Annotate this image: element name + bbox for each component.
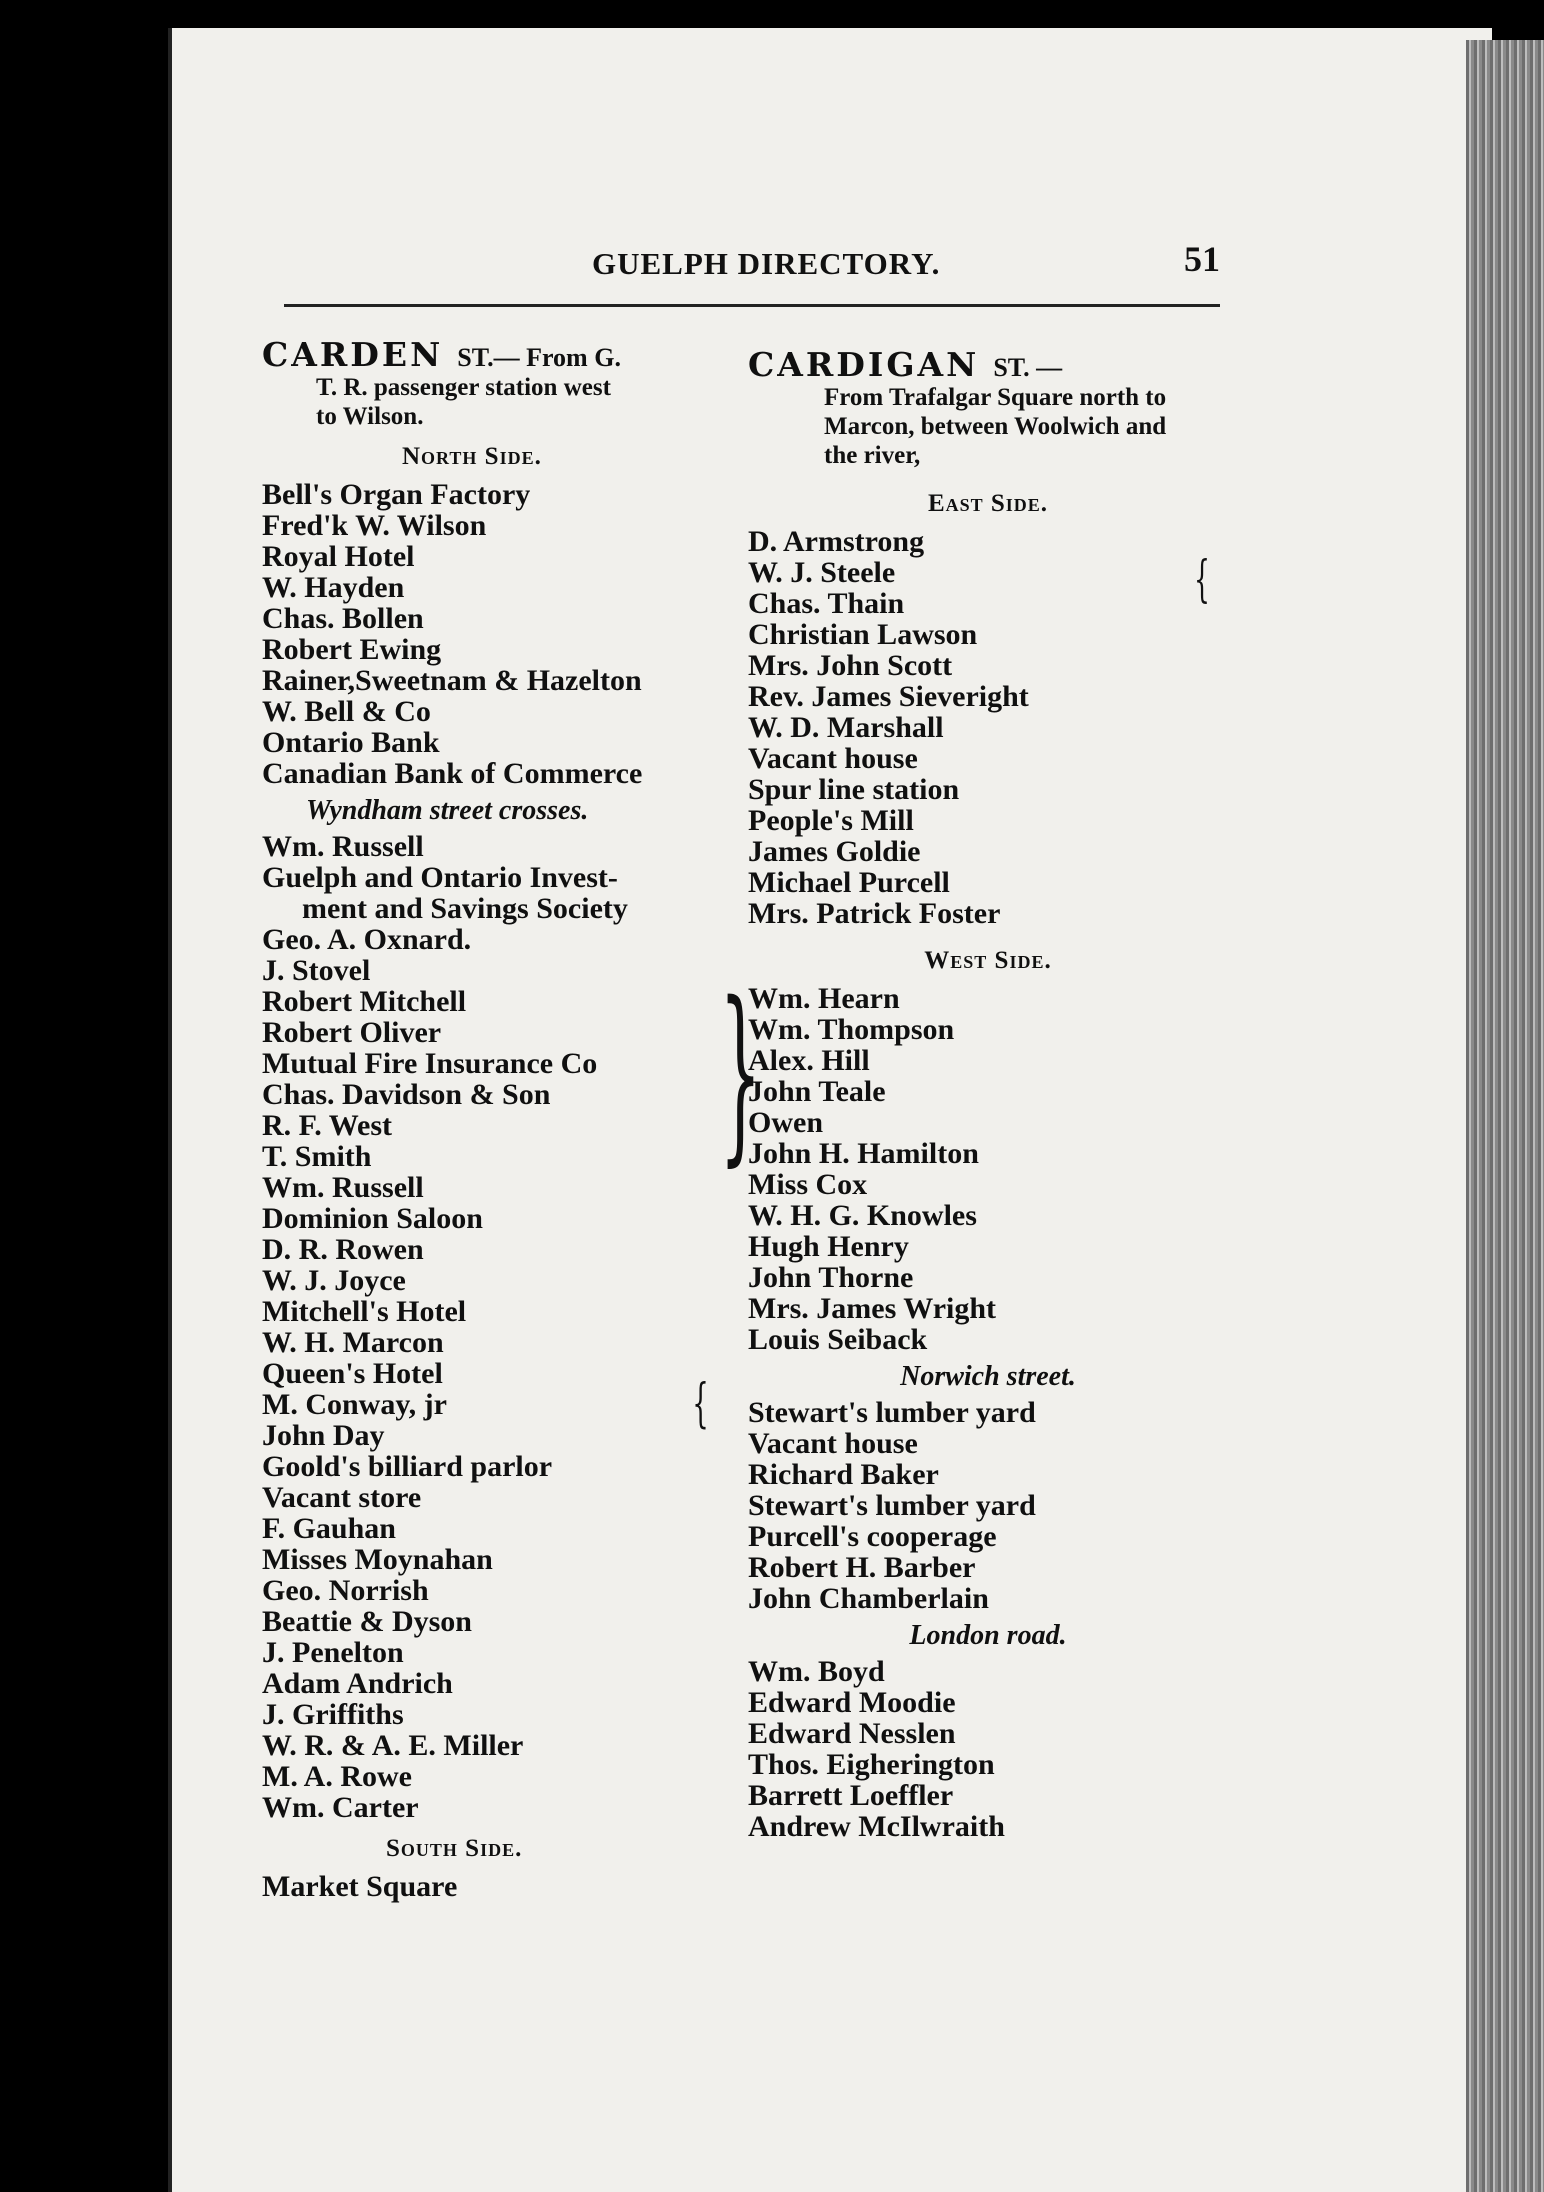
running-head: GUELPH DIRECTORY. bbox=[592, 246, 941, 281]
directory-entry: Robert H. Barber bbox=[748, 1551, 976, 1584]
directory-entry: W. R. & A. E. Miller bbox=[262, 1729, 524, 1762]
south-side-heading: South Side. bbox=[386, 1835, 523, 1862]
directory-entry: W. H. Marcon bbox=[262, 1326, 444, 1359]
directory-entry: Vacant house bbox=[748, 742, 918, 775]
directory-entry: Wm. Boyd bbox=[748, 1655, 885, 1688]
street-description bbox=[262, 373, 732, 431]
brace-mark: { bbox=[1193, 550, 1210, 608]
street-name: CARDEN bbox=[262, 335, 444, 374]
directory-entry: Market Square bbox=[262, 1870, 458, 1903]
directory-entry: Miss Cox bbox=[748, 1168, 868, 1201]
directory-entry: Edward Nesslen bbox=[748, 1717, 956, 1750]
directory-entry: J. Penelton bbox=[262, 1636, 404, 1669]
street-heading-carden bbox=[262, 335, 732, 374]
directory-entry: John Chamberlain bbox=[748, 1582, 989, 1615]
directory-entry: Rev. James Sieveright bbox=[748, 680, 1029, 713]
street-desc-line: From Trafalgar Square north to bbox=[824, 384, 1167, 411]
directory-entry: Andrew McIlwraith bbox=[748, 1810, 1005, 1843]
directory-entry: Mrs. Patrick Foster bbox=[748, 897, 1001, 930]
directory-entry: Chas. Davidson & Son bbox=[262, 1078, 551, 1111]
directory-entry: Adam Andrich bbox=[262, 1667, 453, 1700]
directory-entry: Ontario Bank bbox=[262, 726, 440, 759]
directory-entry: Wm. Thompson bbox=[748, 1013, 955, 1046]
directory-entry: Chas. Bollen bbox=[262, 602, 424, 635]
directory-entry: Spur line station bbox=[748, 773, 960, 806]
directory-entry: J. Griffiths bbox=[262, 1698, 404, 1731]
directory-entry: Geo. Norrish bbox=[262, 1574, 429, 1607]
directory-entry: Purcell's cooperage bbox=[748, 1520, 997, 1553]
directory-entry: W. D. Marshall bbox=[748, 711, 944, 744]
directory-entry: W. H. G. Knowles bbox=[748, 1199, 977, 1232]
page-number: 51 bbox=[1184, 239, 1220, 279]
directory-entry: Royal Hotel bbox=[262, 540, 415, 573]
cross-street: Wyndham street crosses. bbox=[306, 795, 589, 826]
directory-entry: Mrs. John Scott bbox=[748, 649, 953, 682]
directory-entry: Barrett Loeffler bbox=[748, 1779, 954, 1812]
directory-entry: Vacant house bbox=[748, 1427, 918, 1460]
street-desc-line: to Wilson. bbox=[316, 403, 424, 430]
directory-entry: D. Armstrong bbox=[748, 525, 925, 558]
directory-entry: Queen's Hotel bbox=[262, 1357, 443, 1390]
directory-entry: Vacant store bbox=[262, 1481, 422, 1514]
directory-entry: Wm. Hearn bbox=[748, 982, 900, 1015]
east-side-heading: East Side. bbox=[927, 490, 1049, 517]
directory-entry: Thos. Eigherington bbox=[748, 1748, 995, 1781]
directory-entry: D. R. Rowen bbox=[262, 1233, 424, 1266]
directory-entry: T. Smith bbox=[262, 1140, 372, 1173]
directory-entry: Hugh Henry bbox=[748, 1230, 909, 1263]
directory-entry: Alex. Hill bbox=[748, 1044, 870, 1077]
directory-entry: Geo. A. Oxnard. bbox=[262, 923, 472, 956]
directory-entry: Fred'k W. Wilson bbox=[262, 509, 487, 542]
directory-entry: Richard Baker bbox=[748, 1458, 939, 1491]
directory-entry: F. Gauhan bbox=[262, 1512, 396, 1545]
brace-mark: { bbox=[692, 1374, 709, 1434]
cross-street-london: London road. bbox=[909, 1620, 1067, 1651]
left-column bbox=[262, 335, 732, 1903]
directory-entry: Stewart's lumber yard bbox=[748, 1396, 1036, 1429]
directory-entry: Rainer,Sweetnam & Hazelton bbox=[262, 664, 642, 697]
west-side-heading: West Side. bbox=[924, 947, 1052, 974]
directory-entry: Beattie & Dyson bbox=[262, 1605, 472, 1638]
directory-entry: Mrs. James Wright bbox=[748, 1292, 997, 1325]
page-edges bbox=[1466, 40, 1544, 2192]
directory-entry: James Goldie bbox=[748, 835, 921, 868]
directory-entry: Michael Purcell bbox=[748, 866, 950, 899]
entry-list-south bbox=[262, 1871, 732, 1902]
directory-entry: Owen bbox=[748, 1106, 823, 1139]
directory-entry: Misses Moynahan bbox=[262, 1543, 493, 1576]
entry-list-north-a bbox=[262, 479, 732, 789]
directory-entry: Christian Lawson bbox=[748, 618, 978, 651]
directory-entry: John H. Hamilton bbox=[748, 1137, 979, 1170]
directory-entry: Guelph and Ontario Invest- bbox=[262, 861, 618, 894]
entry-list-west-c bbox=[748, 1656, 1228, 1842]
directory-entry: John Thorne bbox=[748, 1261, 914, 1294]
directory-entry: W. Bell & Co bbox=[262, 695, 431, 728]
street-desc-line: T. R. passenger station west bbox=[316, 374, 611, 401]
directory-entry: People's Mill bbox=[748, 804, 914, 837]
entry-list-east bbox=[748, 526, 1228, 929]
street-desc-first: ST. — bbox=[993, 353, 1063, 382]
directory-entry: Bell's Organ Factory bbox=[262, 478, 531, 511]
directory-entry: Wm. Carter bbox=[262, 1791, 419, 1824]
directory-entry: Louis Seiback bbox=[748, 1323, 928, 1356]
directory-entry: Chas. Thain bbox=[748, 587, 905, 620]
street-heading-cardigan bbox=[748, 345, 1228, 384]
street-description bbox=[748, 383, 1228, 470]
entry-list-west-b bbox=[748, 1397, 1228, 1614]
directory-entry: Robert Oliver bbox=[262, 1016, 442, 1049]
directory-entry: M. Conway, jr bbox=[262, 1388, 447, 1421]
directory-entry: Wm. Russell bbox=[262, 1171, 424, 1204]
page-header bbox=[280, 238, 1220, 298]
right-column bbox=[748, 345, 1228, 1843]
street-name: CARDIGAN bbox=[748, 345, 980, 384]
directory-entry: R. F. West bbox=[262, 1109, 393, 1142]
directory-entry: W. J. Joyce bbox=[262, 1264, 406, 1297]
directory-entry: ment and Savings Society bbox=[302, 892, 628, 925]
directory-entry: Stewart's lumber yard bbox=[748, 1489, 1036, 1522]
directory-entry: W. J. Steele bbox=[748, 556, 896, 589]
directory-entry: Robert Mitchell bbox=[262, 985, 467, 1018]
street-desc-first: ST.— From G. bbox=[457, 343, 621, 372]
header-rule bbox=[284, 304, 1220, 307]
entry-list-west-a bbox=[748, 983, 1228, 1355]
directory-entry: M. A. Rowe bbox=[262, 1760, 412, 1793]
directory-entry: Dominion Saloon bbox=[262, 1202, 483, 1235]
directory-entry: John Teale bbox=[748, 1075, 886, 1108]
directory-entry: W. Hayden bbox=[262, 571, 405, 604]
directory-entry: Wm. Russell bbox=[262, 830, 424, 863]
directory-entry: Goold's billiard parlor bbox=[262, 1450, 553, 1483]
directory-entry: Mutual Fire Insurance Co bbox=[262, 1047, 598, 1080]
north-side-heading: North Side. bbox=[402, 443, 542, 470]
directory-entry: Edward Moodie bbox=[748, 1686, 956, 1719]
cross-street-norwich: Norwich street. bbox=[900, 1361, 1076, 1392]
brace-mark: } bbox=[719, 962, 762, 1183]
directory-entry: John Day bbox=[262, 1419, 385, 1452]
directory-entry: Mitchell's Hotel bbox=[262, 1295, 467, 1328]
street-desc-line: Marcon, between Woolwich and bbox=[824, 413, 1167, 440]
directory-entry: J. Stovel bbox=[262, 954, 371, 987]
street-desc-line: the river, bbox=[824, 442, 921, 469]
directory-entry: Robert Ewing bbox=[262, 633, 442, 666]
entry-list-north-b bbox=[262, 831, 732, 1823]
directory-entry: Canadian Bank of Commerce bbox=[262, 757, 643, 790]
